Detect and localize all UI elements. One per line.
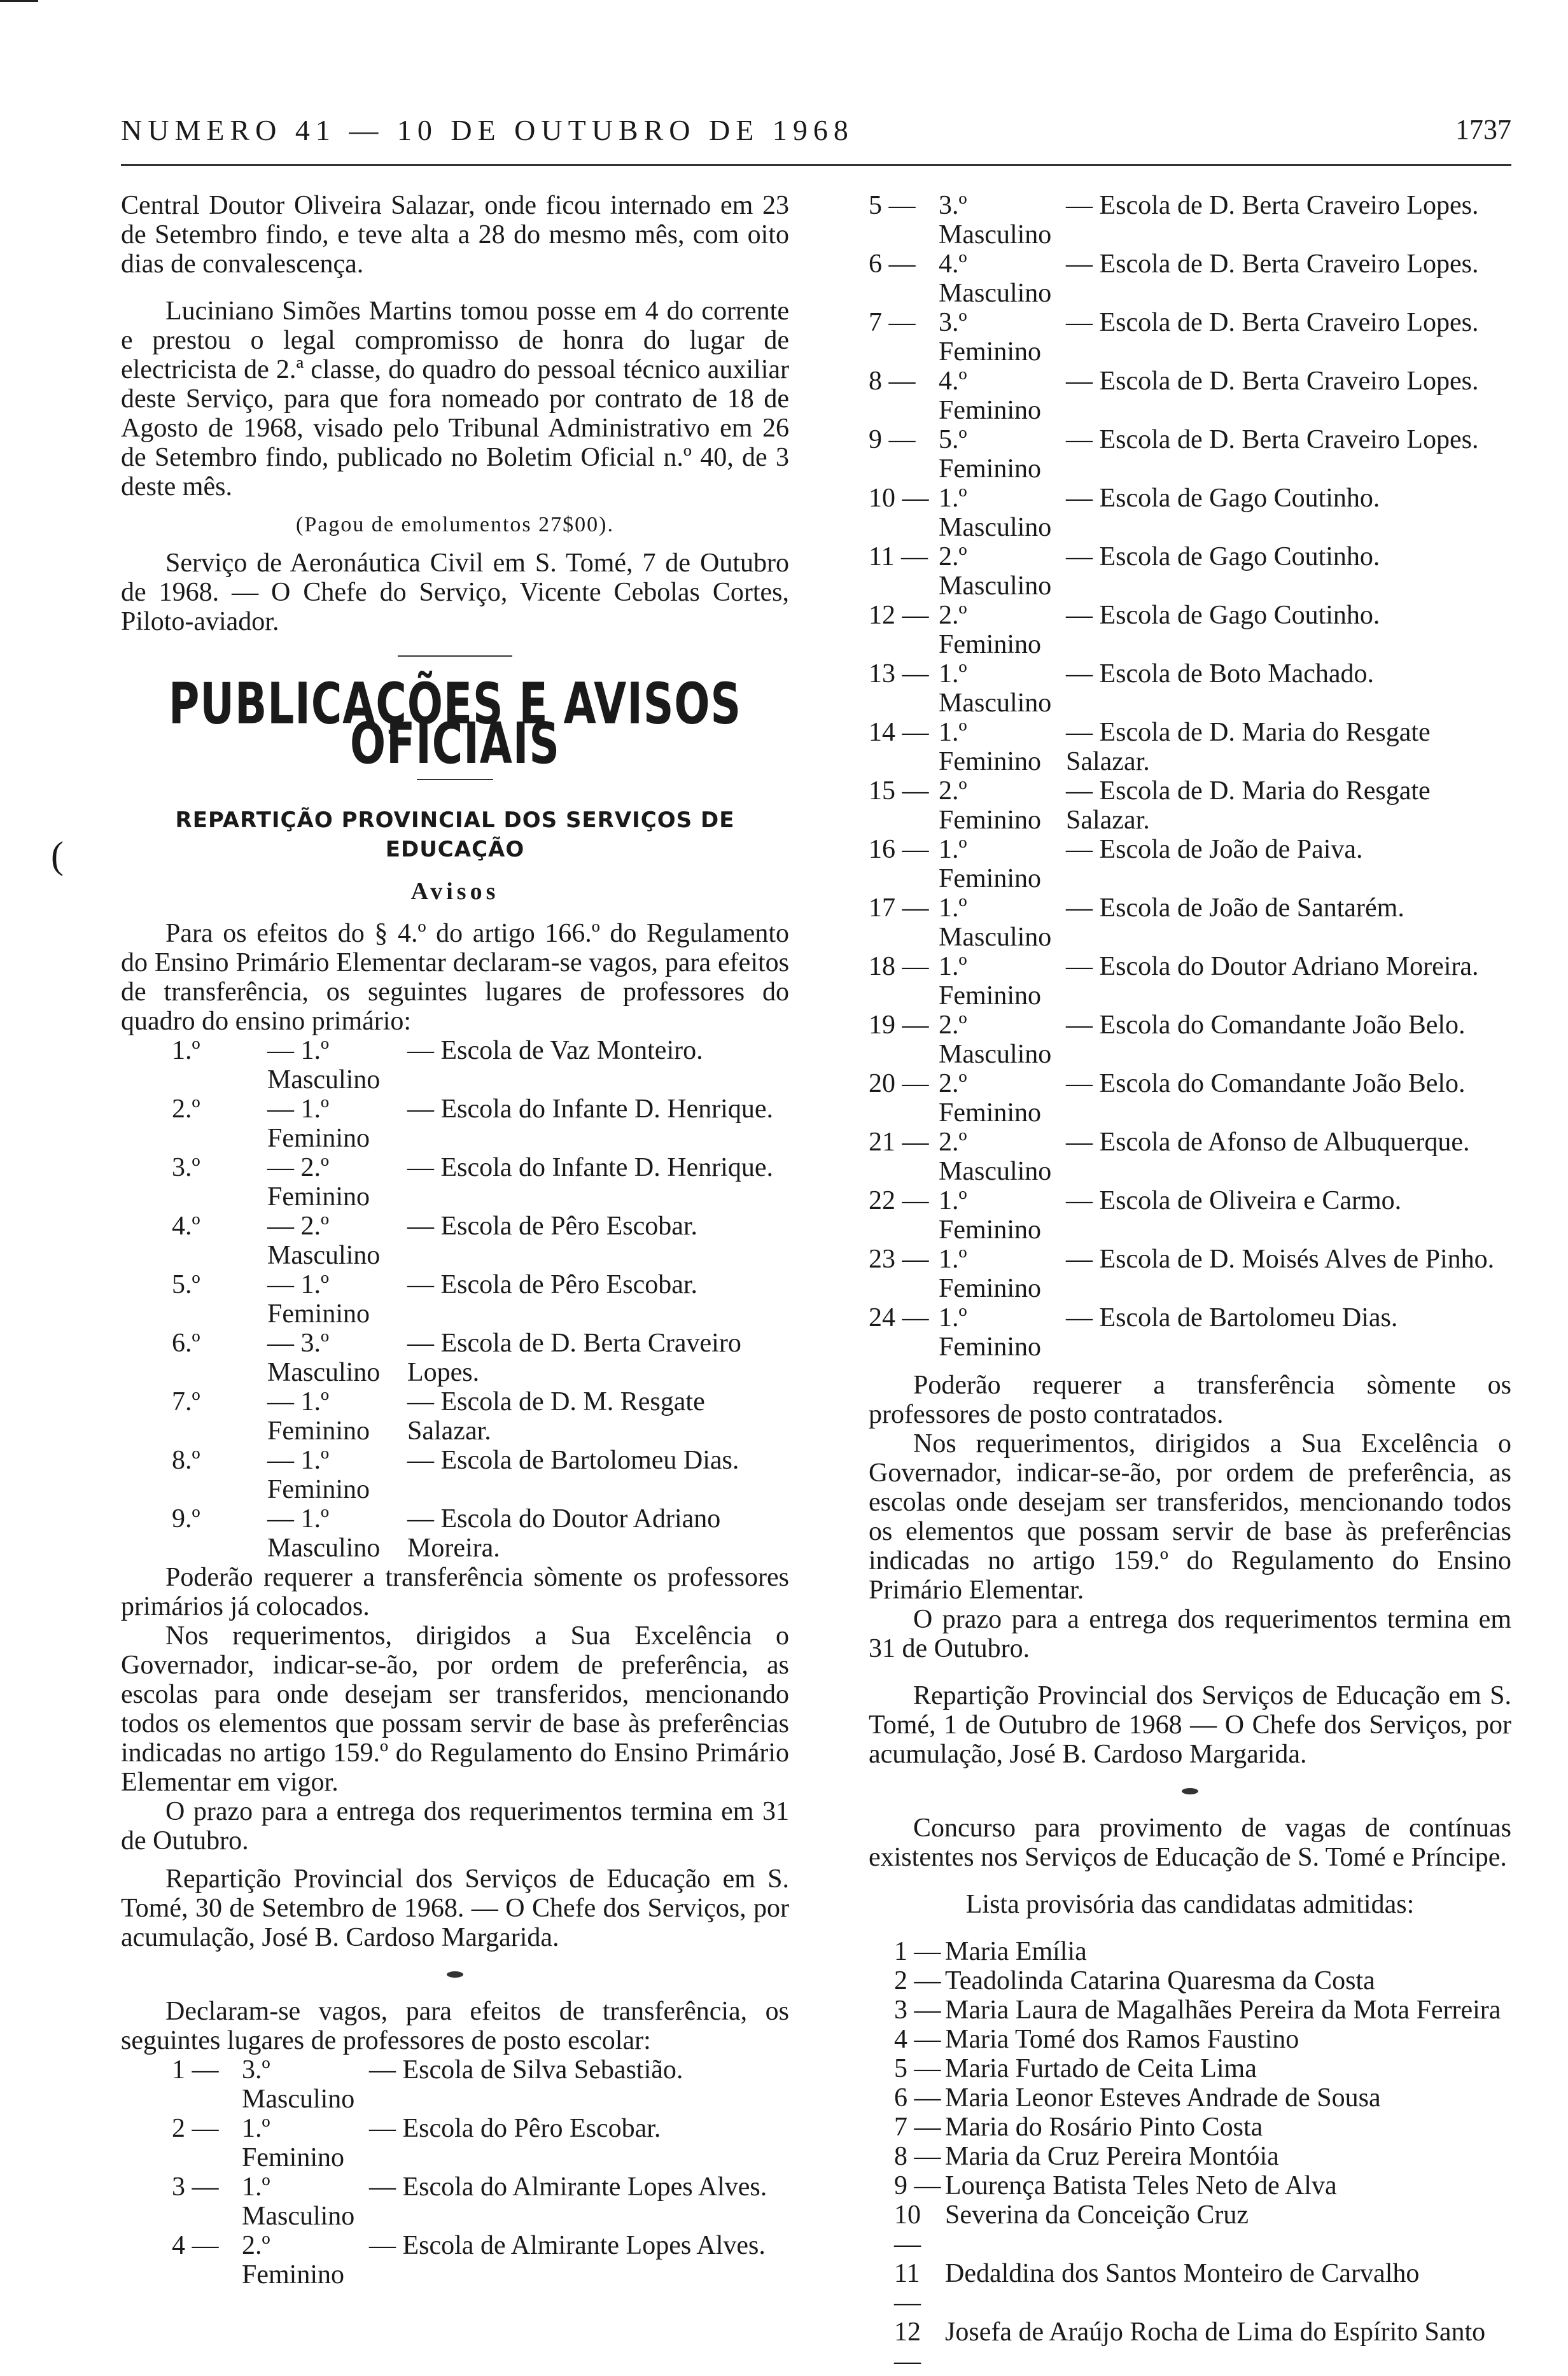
list-item: 7 — 3.º Feminino — Escola de D. Berta Craveiro Lopes. xyxy=(869,308,1479,367)
list-item: 12 — 2.º Feminino — Escola de Gago Coutinho. xyxy=(869,601,1380,659)
list-item: 1 — 3.º Masculino — Escola de Silva Sebastião. xyxy=(172,2055,683,2114)
list-item: 7.º — 1.º Feminino — Escola de D. M. Resgate Salazar. xyxy=(172,1387,705,1446)
aviso2-intro: Declaram-se vagos, para efeitos de transferência, os seguintes lugares de professores de posto escolar: xyxy=(121,1997,789,2055)
list-item: 14 — 1.º Feminino — Escola de D. Maria do Resgate Salazar. xyxy=(869,718,1431,776)
margin-bracket-mark: ( xyxy=(51,834,64,876)
left-column xyxy=(121,191,789,2289)
list-item: 10 — 1.º Masculino — Escola de Gago Coutinho. xyxy=(869,484,1380,542)
list-item: 8 — 4.º Feminino — Escola de D. Berta Craveiro Lopes. xyxy=(869,367,1479,425)
list-item: 3 — 1.º Masculino — Escola do Almirante Lopes Alves. xyxy=(172,2172,767,2231)
list-item: 1 — Maria Emília xyxy=(894,1937,1087,1966)
top-edge-mark xyxy=(0,0,38,2)
aviso2-p2: Nos requerimentos, dirigidos a Sua Excelência o Governador, indicar-se-ão, por ordem de preferência, as escolas onde desejam ser transferidos, mencionando todos os elementos que possam servir de base às preferências indicadas no artigo 159.º do Regulamento do Ensino Primário Elementar. xyxy=(869,1429,1511,1605)
list-item: 13 — 1.º Masculino — Escola de Boto Machado. xyxy=(869,659,1375,718)
list-item: 20 — 2.º Feminino — Escola do Comandante João Belo. xyxy=(869,1069,1466,1128)
lista-title: Lista provisória das candidatas admitidas: xyxy=(965,1890,1415,1919)
small-separator xyxy=(447,1971,463,1978)
issue-title: NUMERO 41 — 10 DE OUTUBRO DE 1968 xyxy=(121,114,854,146)
section-separator xyxy=(398,655,512,657)
aviso2-p3: O prazo para a entrega dos requerimentos termina em 31 de Outubro. xyxy=(869,1605,1511,1663)
aviso1-list xyxy=(172,1036,789,1563)
list-item: 16 — 1.º Feminino — Escola de João de Paiva. xyxy=(869,835,1363,893)
aviso1-intro: Para os efeitos do § 4.º do artigo 166.º do Regulamento do Ensino Primário Elementar declaram-se vagos, para efeitos de transferência, os seguintes lugares de professores do quadro do ensino primário: xyxy=(121,919,789,1036)
repartition-heading: REPARTIÇÃO PROVINCIAL DOS SERVIÇOS DE EDUCAÇÃO xyxy=(175,807,735,862)
list-item: 2 — 1.º Feminino — Escola do Pêro Escobar. xyxy=(172,2114,661,2172)
header-rule xyxy=(121,164,1511,166)
candidatas-list xyxy=(894,1937,1511,2376)
list-item: 2.º — 1.º Feminino — Escola do Infante D. Henrique. xyxy=(172,1094,773,1153)
list-item: 8.º — 1.º Feminino — Escola de Bartolomeu Dias. xyxy=(172,1446,739,1504)
title-underline xyxy=(417,779,493,780)
list-item: 10 — Severina da Conceição Cruz xyxy=(894,2200,1249,2259)
aviso2-signature: Repartição Provincial dos Serviços de Educação em S. Tomé, 1 de Outubro de 1968 — O Chefe dos Serviços, por acumulação, José B. Cardoso Margarida. xyxy=(869,1681,1511,1769)
right-column xyxy=(869,191,1511,2376)
list-item: 4 — Maria Tomé dos Ramos Faustino xyxy=(894,2025,1299,2054)
list-item: 5.º — 1.º Feminino — Escola de Pêro Escobar. xyxy=(172,1270,698,1329)
list-item: 17 — 1.º Masculino — Escola de João de Santarém. xyxy=(869,893,1404,952)
list-item: 18 — 1.º Feminino — Escola do Doutor Adriano Moreira. xyxy=(869,952,1479,1010)
list-item: 12 — Josefa de Araújo Rocha de Lima do Espírito Santo xyxy=(894,2317,1486,2376)
list-item: 2 — Teadolinda Catarina Quaresma da Costa xyxy=(894,1966,1375,1995)
aviso2-list-continued xyxy=(869,191,1511,1362)
list-item: 5 — Maria Furtado de Ceita Lima xyxy=(894,2054,1257,2083)
intro-paragraph: Central Doutor Oliveira Salazar, onde ficou internado em 23 de Setembro findo, e teve alta a 28 do mesmo mês, com oito dias de convalescença. xyxy=(121,191,789,279)
list-item: 6 — Maria Leonor Esteves Andrade de Sousa xyxy=(894,2083,1381,2113)
aviso1-p3: O prazo para a entrega dos requerimentos termina em 31 de Outubro. xyxy=(121,1797,789,1855)
servico-signature: Serviço de Aeronáutica Civil em S. Tomé, 7 de Outubro de 1968. — O Chefe do Serviço, Vicente Cebolas Cortes, Piloto-aviador. xyxy=(121,549,789,636)
list-item: 23 — 1.º Feminino — Escola de D. Moisés Alves de Pinho. xyxy=(869,1245,1495,1303)
emolumentos-note: (Pagou de emolumentos 27$00). xyxy=(296,513,614,536)
list-item: 22 — 1.º Feminino — Escola de Oliveira e Carmo. xyxy=(869,1186,1402,1245)
list-item: 4.º — 2.º Masculino — Escola de Pêro Escobar. xyxy=(172,1212,698,1270)
aviso1-p2: Nos requerimentos, dirigidos a Sua Excelência o Governador, indicar-se-ão, por ordem de preferência, as escolas para onde desejam ser transferidos, mencionando todos os elementos que possam servir de base às preferências indicadas no artigo 159.º do Regulamento do Ensino Primário Elementar em vigor. xyxy=(121,1621,789,1797)
list-item: 1.º — 1.º Masculino — Escola de Vaz Monteiro. xyxy=(172,1036,703,1094)
list-item: 19 — 2.º Masculino — Escola do Comandante João Belo. xyxy=(869,1010,1466,1069)
aviso1-p1: Poderão requerer a transferência sòmente os professores primários já colocados. xyxy=(121,1563,789,1621)
concurso-paragraph: Concurso para provimento de vagas de contínuas existentes nos Serviços de Educação de S. Tomé e Príncipe. xyxy=(869,1813,1511,1872)
list-item: 7 — Maria do Rosário Pinto Costa xyxy=(894,2113,1263,2142)
list-item: 8 — Maria da Cruz Pereira Montóia xyxy=(894,2142,1279,2171)
page-header xyxy=(121,113,1511,151)
avisos-heading: Avisos xyxy=(410,878,500,905)
aviso2-p1: Poderão requerer a transferência sòmente os professores de posto contratados. xyxy=(869,1371,1511,1429)
list-item: 11 — 2.º Masculino — Escola de Gago Coutinho. xyxy=(869,542,1380,601)
aviso1-signature: Repartição Provincial dos Serviços de Educação em S. Tomé, 30 de Setembro de 1968. — O Chefe dos Serviços, por acumulação, José B. Cardoso Margarida. xyxy=(121,1864,789,1952)
list-item: 4 — 2.º Feminino — Escola de Almirante Lopes Alves. xyxy=(172,2231,766,2289)
aviso2-list xyxy=(172,2055,789,2289)
list-item: 21 — 2.º Masculino — Escola de Afonso de Albuquerque. xyxy=(869,1128,1470,1186)
list-item: 5 — 3.º Masculino — Escola de D. Berta Craveiro Lopes. xyxy=(869,191,1479,249)
list-item: 9 — Lourença Batista Teles Neto de Alva xyxy=(894,2171,1337,2200)
list-item: 6.º — 3.º Masculino — Escola de D. Berta Craveiro Lopes. xyxy=(172,1329,741,1387)
list-item: 9 — 5.º Feminino — Escola de D. Berta Craveiro Lopes. xyxy=(869,425,1479,484)
list-item: 3.º — 2.º Feminino — Escola do Infante D. Henrique. xyxy=(172,1153,773,1212)
list-item: 11 — Dedaldina dos Santos Monteiro de Carvalho xyxy=(894,2259,1420,2317)
list-item: 15 — 2.º Feminino — Escola de D. Maria do Resgate Salazar. xyxy=(869,776,1431,835)
luciniano-paragraph: Luciniano Simões Martins tomou posse em 4 do corrente e prestou o legal compromisso de honra do lugar de electricista de 2.ª classe, do quadro do pessoal técnico auxiliar deste Serviço, para que fora nomeado por contrato de 18 de Agosto de 1968, visado pelo Tribunal Administrativo em 26 de Setembro findo, publicado no Boletim Oficial n.º 40, de 3 deste mês. xyxy=(121,297,789,501)
list-item: 6 — 4.º Masculino — Escola de D. Berta Craveiro Lopes. xyxy=(869,249,1479,308)
list-item: 3 — Maria Laura de Magalhães Pereira da Mota Ferreira xyxy=(894,1995,1501,2025)
list-item: 9.º — 1.º Masculino — Escola do Doutor Adriano Moreira. xyxy=(172,1504,721,1563)
list-item: 24 — 1.º Feminino — Escola de Bartolomeu Dias. xyxy=(869,1303,1398,1362)
page-number: 1737 xyxy=(1455,114,1511,145)
publications-title: PUBLICAÇÕES E AVISOS OFICIAIS xyxy=(168,671,741,777)
small-separator xyxy=(1182,1788,1198,1794)
